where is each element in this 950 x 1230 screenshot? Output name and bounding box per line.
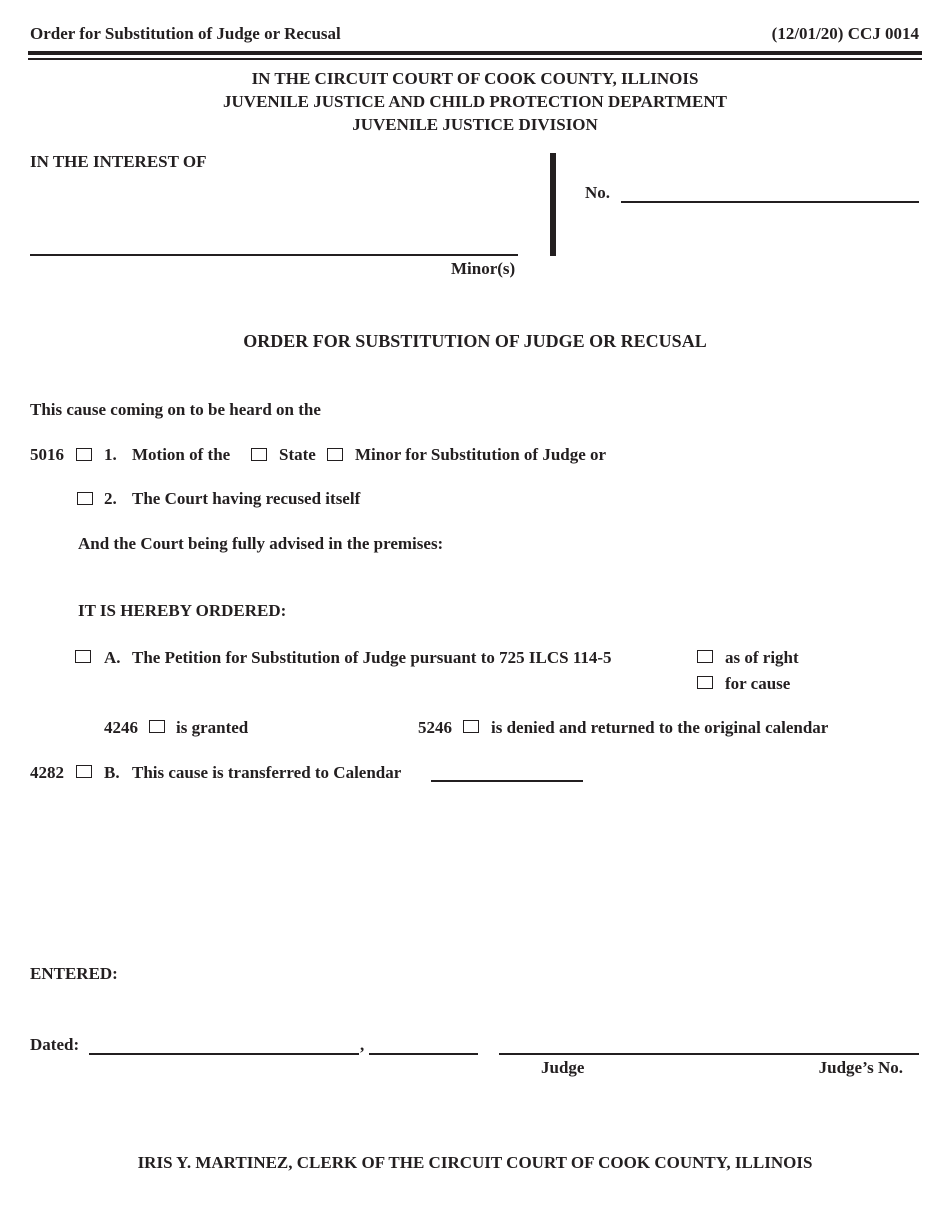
item1-number: 1. <box>104 445 117 464</box>
form-code: (12/01/20) CCJ 0014 <box>771 24 919 43</box>
itemA-text: The Petition for Substitution of Judge pursuant to 725 ILCS 114-5 <box>132 648 612 667</box>
minor-label: Minor(s) <box>451 259 516 278</box>
date-line[interactable] <box>89 1053 359 1055</box>
year-line[interactable] <box>369 1053 478 1055</box>
calendar-line[interactable] <box>431 780 583 782</box>
ordered-heading: IT IS HEREBY ORDERED: <box>78 601 287 620</box>
clerk-line: IRIS Y. MARTINEZ, CLERK OF THE CIRCUIT COURT OF COOK COUNTY, ILLINOIS <box>137 1153 813 1172</box>
interest-of-label: IN THE INTEREST OF <box>30 152 207 171</box>
caption-divider <box>550 153 556 256</box>
for-cause-label: for cause <box>725 674 791 693</box>
item1-code: 5016 <box>30 445 64 464</box>
judge-signature-line[interactable] <box>499 1053 919 1055</box>
division-name: JUVENILE JUSTICE DIVISION <box>352 115 598 134</box>
minor-option-label: Minor for Substitution of Judge or <box>355 445 607 464</box>
petition-checkbox[interactable] <box>75 650 91 663</box>
state-label: State <box>279 445 316 464</box>
itemB-text: This cause is transferred to Calendar <box>132 763 402 782</box>
granted-code: 4246 <box>104 718 138 737</box>
denied-label: is denied and returned to the original calendar <box>491 718 829 737</box>
recusal-checkbox[interactable] <box>77 492 93 505</box>
itemA-letter: A. <box>104 648 121 667</box>
intro-text: This cause coming on to be heard on the <box>30 400 321 419</box>
header-rule-thin <box>28 58 922 60</box>
motion-checkbox[interactable] <box>76 448 92 461</box>
state-checkbox[interactable] <box>251 448 267 461</box>
for-cause-checkbox[interactable] <box>697 676 713 689</box>
judge-label: Judge <box>541 1058 585 1077</box>
as-of-right-checkbox[interactable] <box>697 650 713 663</box>
item1-text: Motion of the <box>132 445 231 464</box>
court-name: IN THE CIRCUIT COURT OF COOK COUNTY, ILLINOIS <box>251 69 699 88</box>
minor-checkbox[interactable] <box>327 448 343 461</box>
itemB-letter: B. <box>104 763 120 782</box>
judge-number-label: Judge’s No. <box>818 1058 903 1077</box>
entered-label: ENTERED: <box>30 964 118 983</box>
granted-label: is granted <box>176 718 249 737</box>
form-title: Order for Substitution of Judge or Recusal <box>30 24 341 43</box>
dated-label: Dated: <box>30 1035 80 1054</box>
itemB-code: 4282 <box>30 763 64 782</box>
department-name: JUVENILE JUSTICE AND CHILD PROTECTION DEPARTMENT <box>223 92 727 111</box>
as-of-right-label: as of right <box>725 648 799 667</box>
case-number-line[interactable] <box>621 201 919 203</box>
granted-checkbox[interactable] <box>149 720 165 733</box>
item2-number: 2. <box>104 489 117 508</box>
denied-checkbox[interactable] <box>463 720 479 733</box>
denied-code: 5246 <box>418 718 452 737</box>
order-title: ORDER FOR SUBSTITUTION OF JUDGE OR RECUSAL <box>243 331 707 351</box>
case-number-label: No. <box>585 183 611 202</box>
item2-text: The Court having recused itself <box>132 489 361 508</box>
advised-text: And the Court being fully advised in the premises: <box>78 534 444 553</box>
transfer-checkbox[interactable] <box>76 765 92 778</box>
minor-name-line[interactable] <box>30 254 518 256</box>
header-rule-thick <box>28 51 922 55</box>
date-comma: , <box>360 1035 365 1054</box>
